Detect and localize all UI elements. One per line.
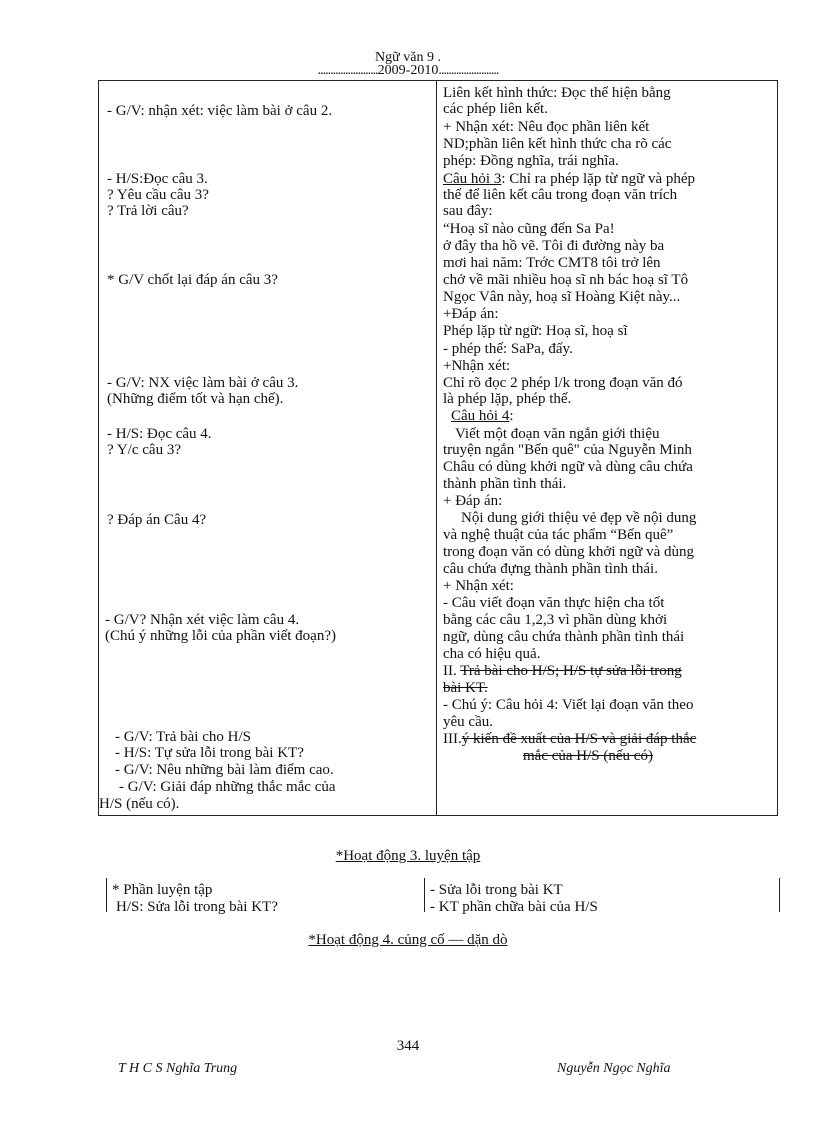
right-line: Viết một đoạn văn ngắn giới thiệu — [455, 426, 660, 442]
section-ii-line — [443, 663, 682, 679]
left-line: ? Trả lời câu? — [107, 203, 189, 219]
left-line: (Những điểm tốt và hạn chế). — [107, 391, 284, 407]
activity-3-right-border — [779, 878, 780, 912]
right-line: “Hoạ sĩ nào cũng đến Sa Pa! — [443, 221, 615, 237]
right-line: Ngọc Vân này, hoạ sĩ Hoàng Kiệt này... — [443, 289, 681, 305]
question-3-text: : Chỉ ra phép lặp từ ngữ và phép — [501, 171, 696, 187]
year-text: 2009-2010 — [377, 63, 439, 78]
right-line: ở đây tha hồ vẽ. Tôi đi đường này ba — [443, 238, 665, 254]
left-line: - G/V: Trả bài cho H/S — [115, 729, 251, 745]
right-line: và nghệ thuật của tác phẩm “Bến quê” — [443, 527, 674, 543]
right-line: + Nhận xét: Nêu đọc phần liên kết — [443, 119, 650, 135]
activity-3-right-line: - KT phần chữa bài của H/S — [430, 899, 598, 915]
right-line: Chỉ rõ đọc 2 phép l/k trong đoạn văn đó — [443, 375, 683, 391]
year-dots-left: ........................ — [317, 63, 378, 78]
right-line: các phép liên kết. — [443, 101, 548, 117]
left-line: - H/S:Đọc câu 3. — [107, 171, 208, 187]
right-line: sau đây: — [443, 203, 493, 219]
question-4-colon: : — [509, 408, 514, 424]
right-line: thành phần tình thái. — [443, 476, 567, 492]
left-line: ? Đáp án Câu 4? — [107, 512, 207, 528]
right-line: - Chú ý: Câu hỏi 4: Viết lại đoạn văn theo — [443, 697, 694, 713]
right-line: chở về mãi nhiều hoạ sĩ nh bác hoạ sĩ Tô — [443, 272, 689, 288]
section-iii-title: ý kiến đề xuất của H/S và giải đáp thắc — [461, 731, 697, 747]
activity-4-title-text: *Hoạt động 4. củng cố — dặn dò — [308, 932, 508, 948]
footer-author: Nguyễn Ngọc Nghĩa — [557, 1061, 671, 1076]
right-line: mơi hai năm: Trớc CMT8 tôi trở lên — [443, 255, 661, 271]
question-4-heading: Câu hỏi 4 — [451, 408, 510, 424]
right-line: Nội dung giới thiệu vẻ đẹp về nội dung — [461, 510, 697, 526]
right-line: +Nhận xét: — [443, 358, 511, 374]
right-line: bằng các câu 1,2,3 vì phần dùng khởi — [443, 612, 668, 628]
activity-3-title — [0, 848, 816, 865]
column-divider — [436, 81, 437, 815]
right-line: phép: Đồng nghĩa, trái nghĩa. — [443, 153, 619, 169]
question-3-line — [443, 171, 695, 187]
right-line: ND;phần liên kết hình thức cha rõ các — [443, 136, 672, 152]
activity-3-left-border — [106, 878, 107, 912]
right-line: + Nhận xét: — [443, 578, 514, 594]
right-line: +Đáp án: — [443, 306, 499, 322]
year-dots-right: ........................ — [438, 63, 499, 78]
section-iii-title-cont: mắc của H/S (nếu có) — [523, 748, 653, 764]
page-header-year — [0, 63, 816, 79]
question-4-line — [451, 408, 514, 424]
left-line: H/S (nếu có). — [99, 796, 180, 812]
activity-3-title-text: *Hoạt động 3. luyện tập — [335, 848, 481, 864]
left-line: - H/S: Đọc câu 4. — [107, 426, 212, 442]
right-line: trong đoạn văn có dùng khởi ngữ và dùng — [443, 544, 695, 560]
right-line: thế để liên kết câu trong đoạn văn trích — [443, 187, 678, 203]
activity-3-left-line: * Phần luyện tập — [112, 882, 213, 898]
left-line: ? Yêu cầu câu 3? — [107, 187, 209, 203]
right-line: Liên kết hình thức: Đọc thể hiện bằng — [443, 85, 671, 101]
right-line: truyện ngắn "Bến quê" của Nguyễn Minh — [443, 442, 692, 458]
section-iii-line — [443, 731, 696, 747]
right-line: - Câu viết đoạn văn thực hiện cha tốt — [443, 595, 665, 611]
left-line: - H/S: Tự sửa lỗi trong bài KT? — [115, 745, 304, 761]
left-line: - G/V: nhận xét: việc làm bài ở câu 2. — [107, 103, 333, 119]
page-number: 344 — [396, 1038, 420, 1054]
section-ii-number: II. — [443, 663, 461, 679]
left-line: ? Y/c câu 3? — [107, 442, 181, 458]
right-line: câu chứa đựng thành phần tình thái. — [443, 561, 658, 577]
right-line: Phép lặp từ ngữ: Hoạ sĩ, hoạ sĩ — [443, 323, 628, 339]
left-line: - G/V: Nêu những bài làm điểm cao. — [115, 762, 334, 778]
activity-3-middle-border — [424, 878, 425, 912]
left-line: - G/V: Giải đáp những thắc mắc của — [119, 779, 336, 795]
right-line: Châu có dùng khởi ngữ và dùng câu chứa — [443, 459, 693, 475]
section-iii-number: III. — [443, 731, 462, 747]
right-line: cha có hiệu quả. — [443, 646, 541, 662]
activity-3-right-line: - Sửa lỗi trong bài KT — [430, 882, 563, 898]
left-line: * G/V chốt lại đáp án câu 3? — [107, 272, 278, 288]
right-line: - phép thế: SaPa, đấy. — [443, 341, 573, 357]
section-ii-title: Trả bài cho H/S; H/S tự sửa lỗi trong — [460, 663, 682, 679]
footer-school: T H C S Nghĩa Trung — [118, 1061, 238, 1076]
activity-4-title — [0, 932, 816, 949]
right-line: là phép lặp, phép thế. — [443, 391, 572, 407]
left-line: (Chú ý những lỗi của phần viết đoạn?) — [105, 628, 336, 644]
lesson-table — [98, 80, 778, 816]
activity-3-left-line: H/S: Sửa lỗi trong bài KT? — [116, 899, 278, 915]
page-header-title: Ngữ văn 9 . — [375, 50, 441, 65]
left-line: - G/V? Nhận xét việc làm câu 4. — [105, 612, 300, 628]
left-line: - G/V: NX việc làm bài ở câu 3. — [107, 375, 299, 391]
section-ii-title-cont: bài KT. — [443, 680, 488, 696]
right-line: + Đáp án: — [443, 493, 503, 509]
right-line: ngữ, dùng câu chứa thành phần tình thái — [443, 629, 685, 645]
right-line: yêu cầu. — [443, 714, 493, 730]
question-3-heading: Câu hỏi 3 — [443, 171, 502, 187]
